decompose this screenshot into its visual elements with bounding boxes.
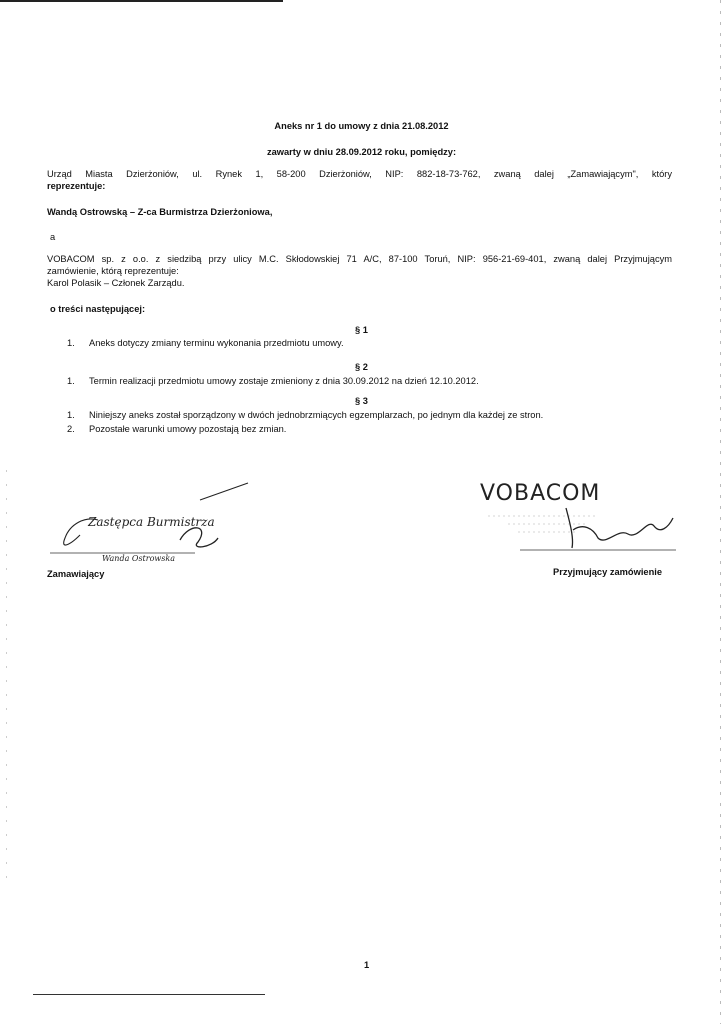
left-signature-label: Zamawiający	[47, 569, 105, 579]
intro-text: o treści następującej:	[50, 304, 146, 314]
party1-representative: Wandą Ostrowską – Z-ca Burmistrza Dzierżoniowa,	[47, 207, 273, 217]
party1-text-line1: Urząd Miasta Dzierżoniów, ul. Rynek 1, 58-200 Dzierżoniów, NIP: 882-18-73-762, zwaną dalej „Zamawiającym", który	[47, 169, 672, 179]
section-1-heading: § 1	[355, 325, 368, 335]
document-title: Aneks nr 1 do umowy z dnia 21.08.2012	[274, 121, 449, 131]
section-2-item-1: 1. Termin realizacji przedmiotu umowy zostaje zmieniony z dnia 30.09.2012 na dzień 12.10.2012.	[67, 376, 479, 386]
party2-text-line1: VOBACOM sp. z o.o. z siedzibą przy ulicy M.C. Skłodowskiej 71 A/C, 87-100 Toruń, NIP: 956-21-69-401, zwaną dalej Przyjmującym	[47, 254, 672, 264]
scan-edge-left	[6, 470, 7, 890]
left-stamp-name: Wanda Ostrowska	[102, 554, 175, 563]
section-3-heading: § 3	[355, 396, 368, 406]
left-signature-stamp	[40, 480, 260, 570]
document-subtitle: zawarty w dniu 28.09.2012 roku, pomiędzy:	[266, 147, 457, 157]
section-1-item-1: 1. Aneks dotyczy zmiany terminu wykonania przedmiotu umowy.	[67, 338, 344, 348]
right-signature-stamp	[478, 468, 678, 568]
company-logo: VOBACOM	[480, 481, 601, 506]
party1-text-line2: reprezentuje:	[47, 181, 106, 191]
party2-text-line2: zamówienie, którą reprezentuje:	[47, 266, 179, 276]
left-stamp-text: Zastępca Burmistrza	[88, 515, 215, 529]
scan-edge-top	[0, 0, 283, 2]
party2-representative: Karol Polasik – Członek Zarządu.	[47, 278, 185, 288]
section-3-item-1: 1. Niniejszy aneks został sporządzony w dwóch jednobrzmiących egzemplarzach, po jednym dla każdej ze stron.	[67, 410, 544, 420]
scan-edge-bottom	[33, 994, 265, 995]
conjunction: a	[50, 232, 56, 242]
page-number: 1	[364, 960, 370, 970]
section-2-heading: § 2	[355, 362, 368, 372]
section-3-item-2: 2. Pozostałe warunki umowy pozostają bez zmian.	[67, 424, 287, 434]
right-signature-label: Przyjmujący zamówienie	[553, 567, 663, 577]
